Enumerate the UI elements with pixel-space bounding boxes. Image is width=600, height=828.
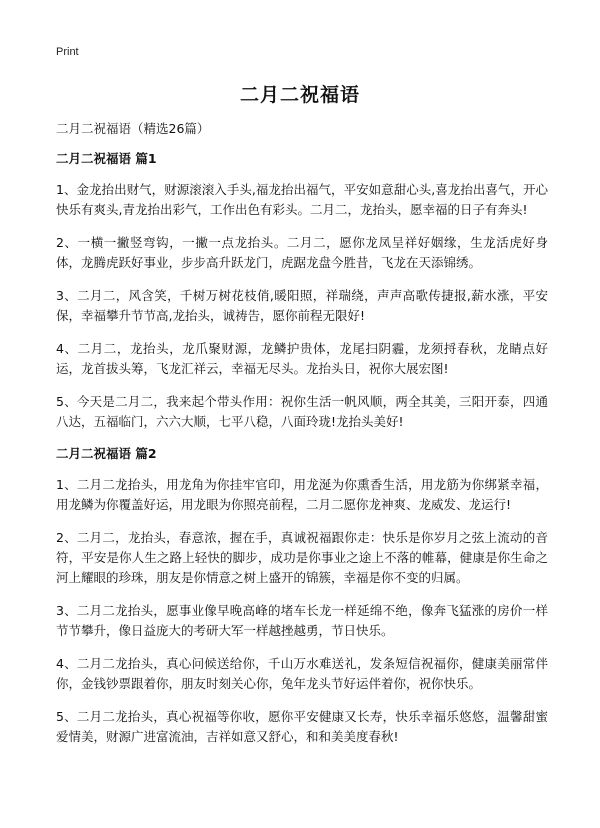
print-label: Print bbox=[56, 46, 79, 58]
paragraph: 2、一横一撇竖弯钩，一撇一点龙抬头。二月二，愿你龙凤呈祥好姻缘，生龙活虎好身体，龙腾虎跃好事业，步步高升跃龙门，虎踞龙盘今胜昔，飞龙在天添锦绣。 bbox=[56, 235, 548, 270]
paragraph: 2、二月二，龙抬头，春意浓，握在手，真诚祝福跟你走：快乐是你岁月之弦上流动的音符，平安是你人生之路上轻快的脚步，成功是你事业之途上不落的帷幕，健康是你生命之河上耀眼的珍珠，朋友是你情意之树上盛开的锦簇，幸福是你不变的归属。 bbox=[56, 530, 548, 585]
paragraph: 3、二月二，风含笑，千树万树花枝俏,暖阳照，祥瑞绕，声声高歌传捷报,薪水涨，平安保，幸福攀升节节高,龙抬头，诚祷告，愿你前程无限好! bbox=[56, 288, 548, 323]
paragraph: 1、二月二龙抬头，用龙角为你挂牢官印，用龙涎为你熏香生活，用龙筋为你绑紧幸福，用龙鳞为你覆盖好运，用龙眼为你照亮前程，二月二愿你龙神爽、龙威发、龙运行! bbox=[56, 477, 548, 512]
document-body bbox=[56, 150, 548, 760]
page-title: 二月二祝福语 bbox=[239, 84, 360, 106]
paragraph: 4、二月二，龙抬头，龙爪聚财源，龙鳞护贵体，龙尾扫阴霾，龙须捋春秋，龙睛点好运，龙首拔头筹，飞龙汇祥云，幸福无尽头。龙抬头日，祝你大展宏图! bbox=[56, 341, 548, 376]
section-1 bbox=[56, 150, 548, 432]
section-2 bbox=[56, 445, 548, 747]
section-heading: 二月二祝福语 篇2 bbox=[56, 446, 157, 461]
paragraph: 5、二月二龙抬头，真心祝福等你收，愿你平安健康又长寿，快乐幸福乐悠悠，温馨甜蜜爱情美，财源广进富流油，吉祥如意又舒心，和和美美度春秋! bbox=[56, 709, 548, 744]
paragraph: 3、二月二龙抬头，愿事业像早晚高峰的堵车长龙一样延绵不绝，像奔飞猛涨的房价一样节节攀升，像日益庞大的考研大军一样越挫越勇，节日快乐。 bbox=[56, 603, 548, 638]
paragraph: 5、今天是二月二，我来起个带头作用：祝你生活一帆风顺，两全其美，三阳开泰，四通八达，五福临门，六六大顺，七平八稳，八面玲珑!龙抬头美好! bbox=[56, 394, 548, 429]
section-heading: 二月二祝福语 篇1 bbox=[56, 151, 157, 166]
document-subtitle: 二月二祝福语（精选26篇） bbox=[56, 121, 210, 136]
paragraph: 1、金龙抬出财气，财源滚滚入手头,福龙抬出福气，平安如意甜心头,喜龙抬出喜气，开心快乐有爽头,青龙抬出彩气，工作出色有彩头。二月二，龙抬头，愿幸福的日子有奔头! bbox=[56, 182, 548, 217]
paragraph: 4、二月二龙抬头，真心问候送给你，千山万水难送礼，发条短信祝福你，健康美丽常伴你，金钱钞票跟着你，朋友时刻关心你，兔年龙头节好运伴着你，祝你快乐。 bbox=[56, 656, 548, 691]
